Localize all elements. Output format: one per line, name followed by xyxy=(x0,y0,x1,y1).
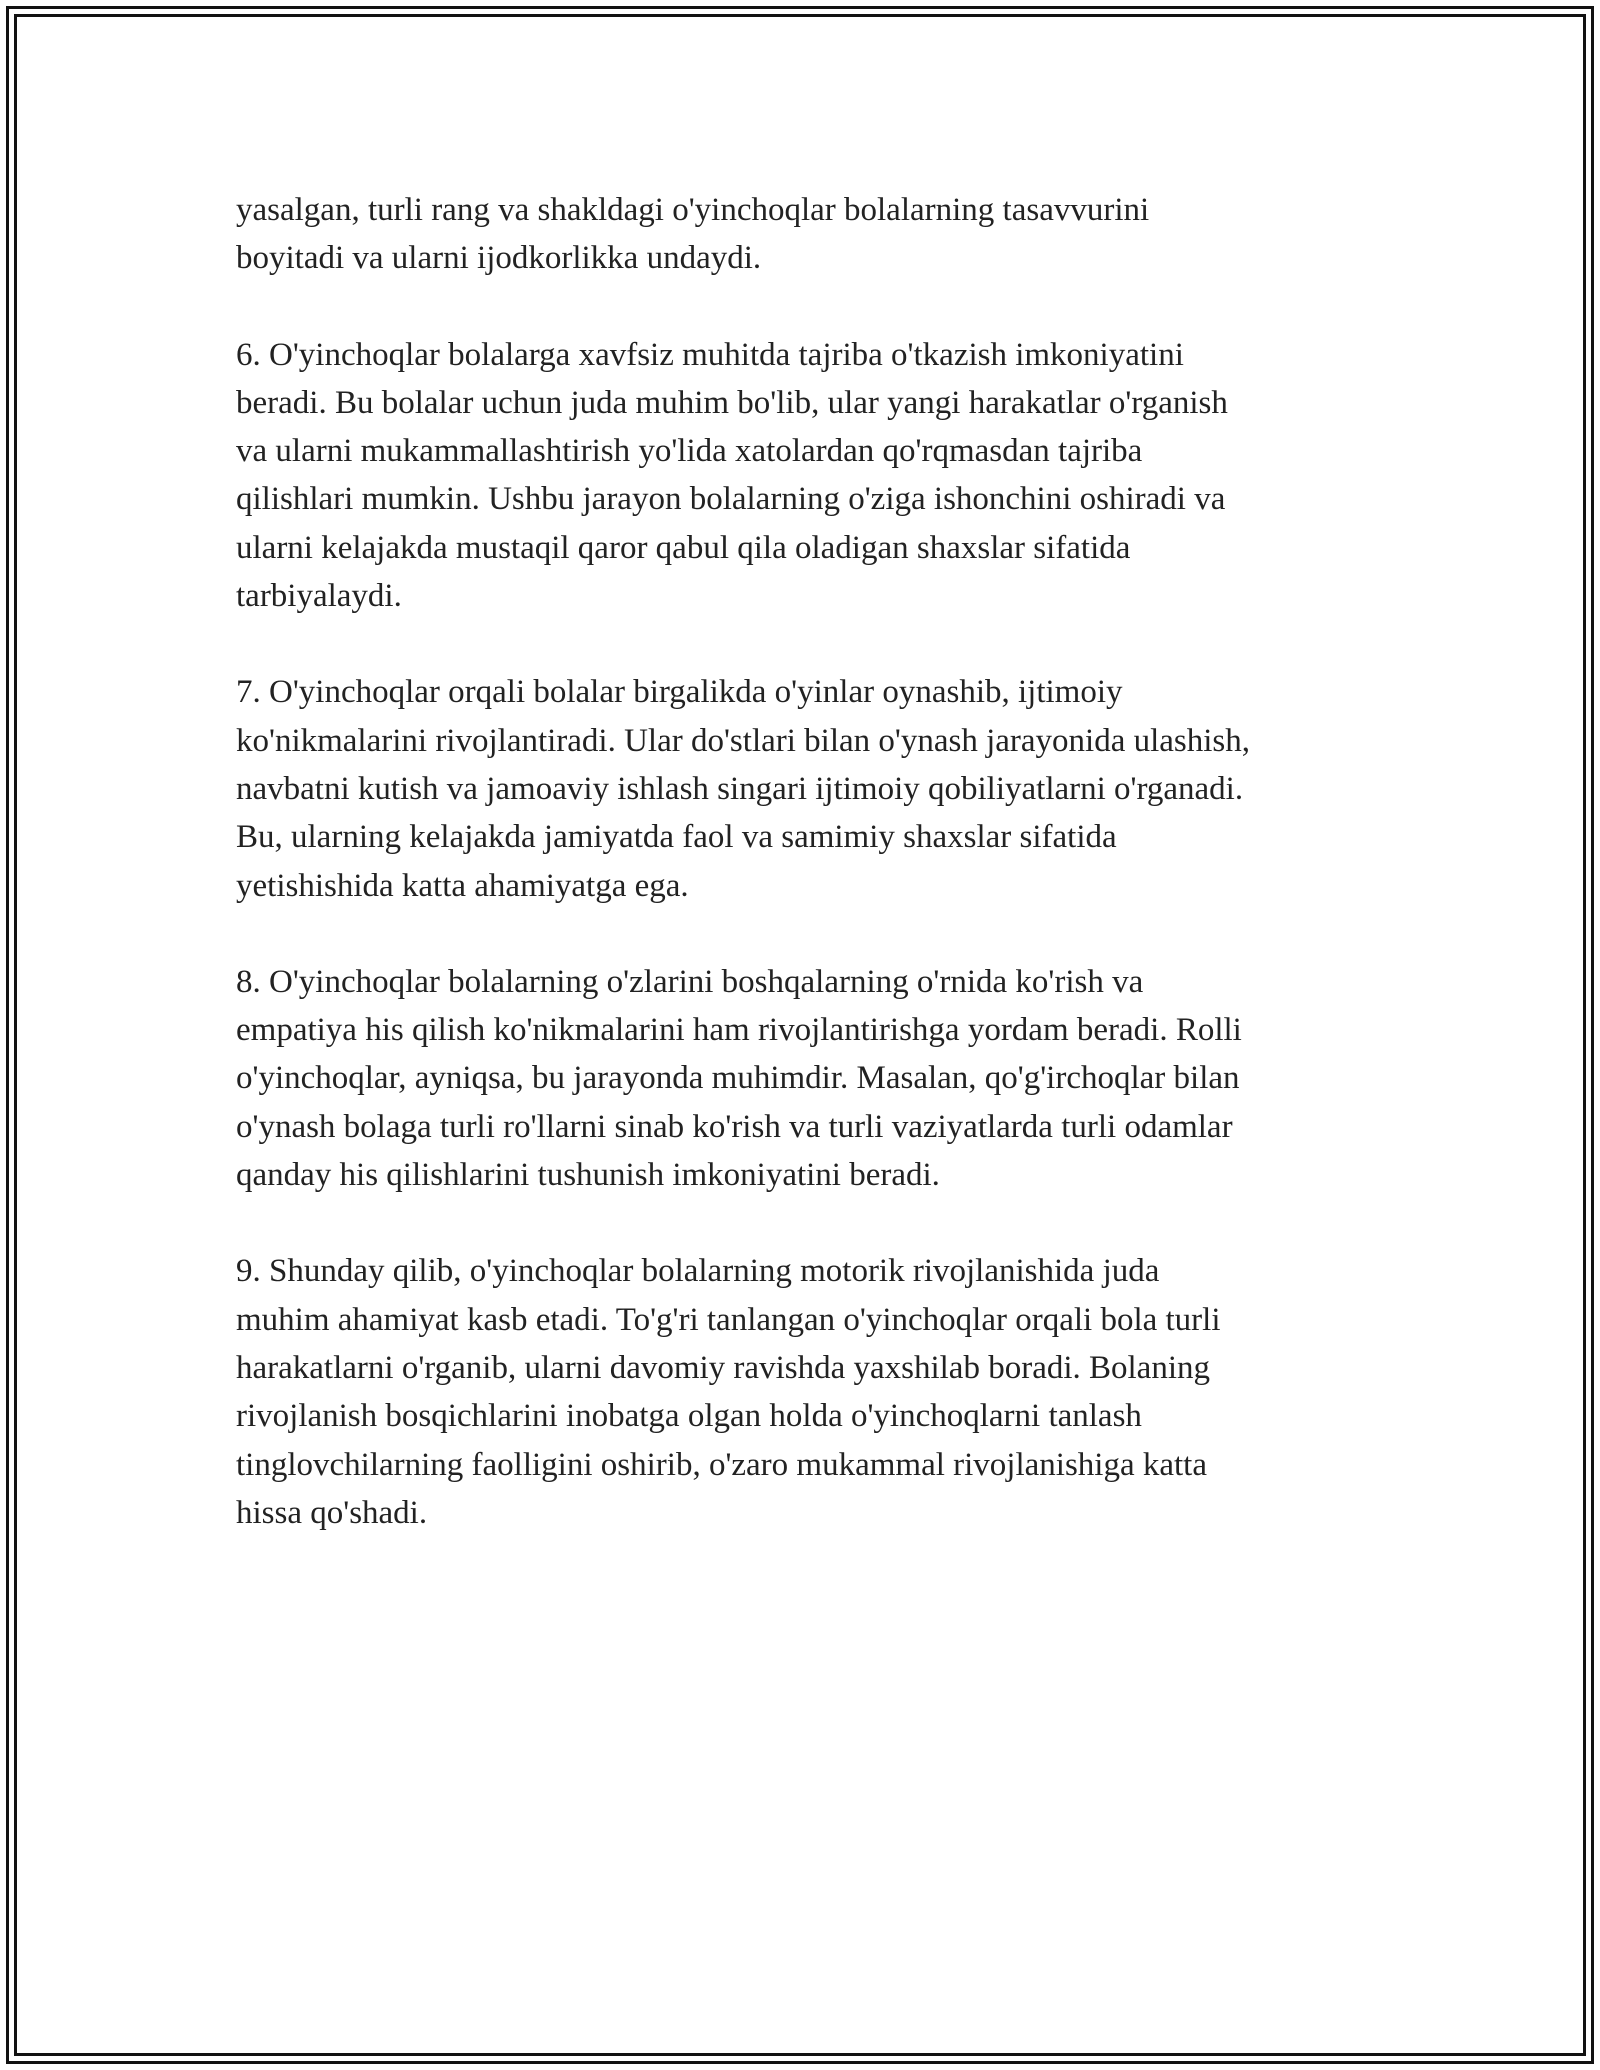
paragraph-9: 9. Shunday qilib, o'yinchoqlar bolalarning motorik rivojlanishida juda muhim ahamiyat kasb etadi. To'g'ri tanlangan o'yinchoqlar orqali bola turli harakatlarni o'rganib, ularni davomiy ravishda yaxshilab boradi. Bolaning rivojlanish bosqichlarini inobatga olgan holda o'yinchoqlarni tanlash tinglovchilarning faolligini oshirib, o'zaro mukammal rivojlanishiga katta hissa qo'shadi. xyxy=(236,1253,1221,1531)
paragraph-8: 8. O'yinchoqlar bolalarning o'zlarini boshqalarning o'rnida ko'rish va empatiya his qilish ko'nikmalarini ham rivojlantirishga yordam beradi. Rolli o'yinchoqlar, ayniqsa, bu jarayonda muhimdir. Masalan, qo'g'irchoqlar bilan o'ynash bolaga turli ro'llarni sinab ko'rish va turli vaziyatlarda turli odamlar qanday his qilishlarini tushunish imkoniyatini beradi. xyxy=(236,963,1242,1194)
paragraph-7: 7. O'yinchoqlar orqali bolalar birgalikda o'yinlar oynashib, ijtimoiy ko'nikmalarini rivojlantiradi. Ular do'stlari bilan o'ynash jarayonida ulashish, navbatni kutish va jamoaviy ishlash singari ijtimoiy qobiliyatlarni o'rganadi. Bu, ularning kelajakda jamiyatda faol va samimiy shaxslar sifatida yetishishida katta ahamiyatga ega. xyxy=(236,674,1251,904)
paragraph-continuation: yasalgan, turli rang va shakldagi o'yinchoqlar bolalarning tasavvurini boyitadi va ularni ijodkorlikka undaydi. xyxy=(236,192,1150,277)
document-body xyxy=(236,186,1386,1537)
paragraph-6: 6. O'yinchoqlar bolalarga xavfsiz muhitda tajriba o'tkazish imkoniyatini beradi. Bu bolalar uchun juda muhim bo'lib, ular yangi harakatlar o'rganish va ularni mukammallashtirish yo'lida xatolardan qo'rqmasdan tajriba qilishlari mumkin. Ushbu jarayon bolalarning o'ziga ishonchini oshiradi va ularni kelajakda mustaqil qaror qabul qila oladigan shaxslar sifatida tarbiyalaydi. xyxy=(236,336,1228,615)
